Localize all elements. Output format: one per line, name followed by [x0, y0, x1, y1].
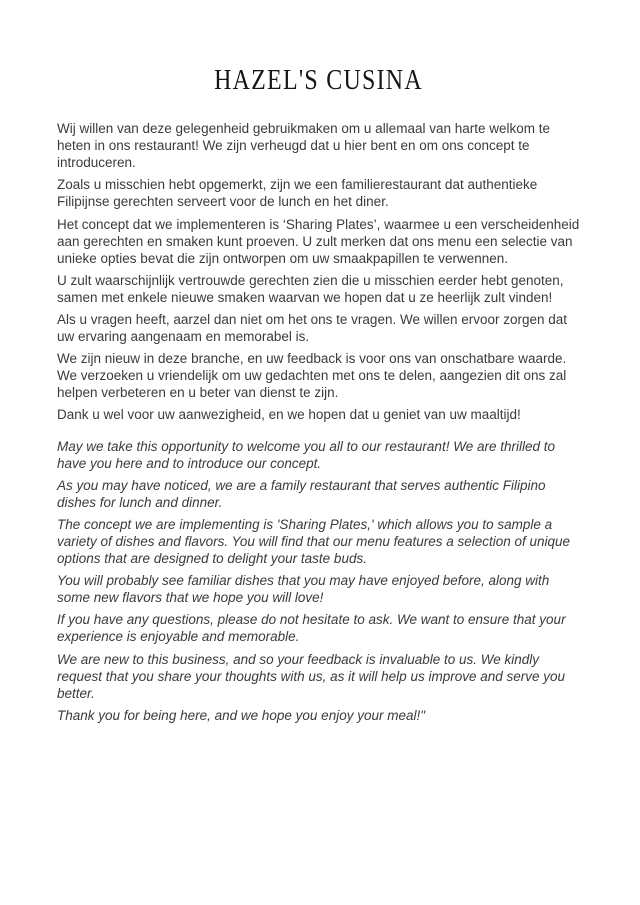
dutch-paragraph: Wij willen van deze gelegenheid gebruikmaken om u allemaal van harte welkom te heten in ons restaurant! We zijn verheugd dat u hier bent en om ons concept te introduceren.: [57, 121, 551, 170]
english-paragraph: If you have any questions, please do not hesitate to ask. We want to ensure that your experience is enjoyable and memorable.: [57, 612, 566, 644]
dutch-paragraph: Als u vragen heeft, aarzel dan niet om het ons te vragen. We willen ervoor zorgen dat uw ervaring aangenaam en memorabel is.: [57, 312, 568, 344]
dutch-welcome-section: [57, 120, 580, 423]
english-translation-section: [57, 438, 580, 724]
dutch-paragraph: U zult waarschijnlijk vertrouwde gerechten zien die u misschien eerder hebt genoten, samen met enkele nieuwe smaken waarvan we hopen dat u ze heerlijk zult vinden!: [57, 273, 564, 305]
dutch-paragraph: Zoals u misschien hebt opgemerkt, zijn we een familierestaurant dat authentieke Filipijnse gerechten serveert voor de lunch en het diner.: [57, 177, 538, 209]
english-paragraph: We are new to this business, and so your feedback is invaluable to us. We kindly request that you share your thoughts with us, as it will help us improve and serve you better.: [57, 652, 566, 701]
restaurant-title: HAZEL'S CUSINA: [214, 65, 423, 96]
letter-body: [57, 120, 580, 724]
dutch-paragraph: Dank u wel voor uw aanwezigheid, en we hopen dat u geniet van uw maaltijd!: [57, 407, 521, 422]
english-paragraph: The concept we are implementing is 'Sharing Plates,' which allows you to sample a variety of dishes and flavors. You will find that our menu features a selection of unique options that are designed to delight your taste buds.: [57, 517, 571, 566]
english-paragraph: Thank you for being here, and we hope you enjoy your meal!": [57, 708, 426, 723]
english-paragraph: May we take this opportunity to welcome you all to our restaurant! We are thrilled to have you here and to introduce our concept.: [57, 439, 555, 471]
dutch-paragraph: We zijn nieuw in deze branche, en uw feedback is voor ons van onschatbare waarde. We verzoeken u vriendelijk om uw gedachten met ons te delen, aangezien dit ons zal helpen verbeteren en u beter van dienst te zijn.: [57, 351, 567, 400]
english-paragraph: You will probably see familiar dishes that you may have enjoyed before, along with some new flavors that we hope you will love!: [57, 573, 550, 605]
dutch-paragraph: Het concept dat we implementeren is ‘Sharing Plates’, waarmee u een verscheidenheid aan gerechten en smaken kunt proeven. U zult merken dat ons menu een selectie van unieke opties bevat die zijn ontworpen om uw smaakpapillen te verwennen.: [57, 217, 580, 266]
english-paragraph: As you may have noticed, we are a family restaurant that serves authentic Filipino dishes for lunch and dinner.: [57, 478, 546, 510]
